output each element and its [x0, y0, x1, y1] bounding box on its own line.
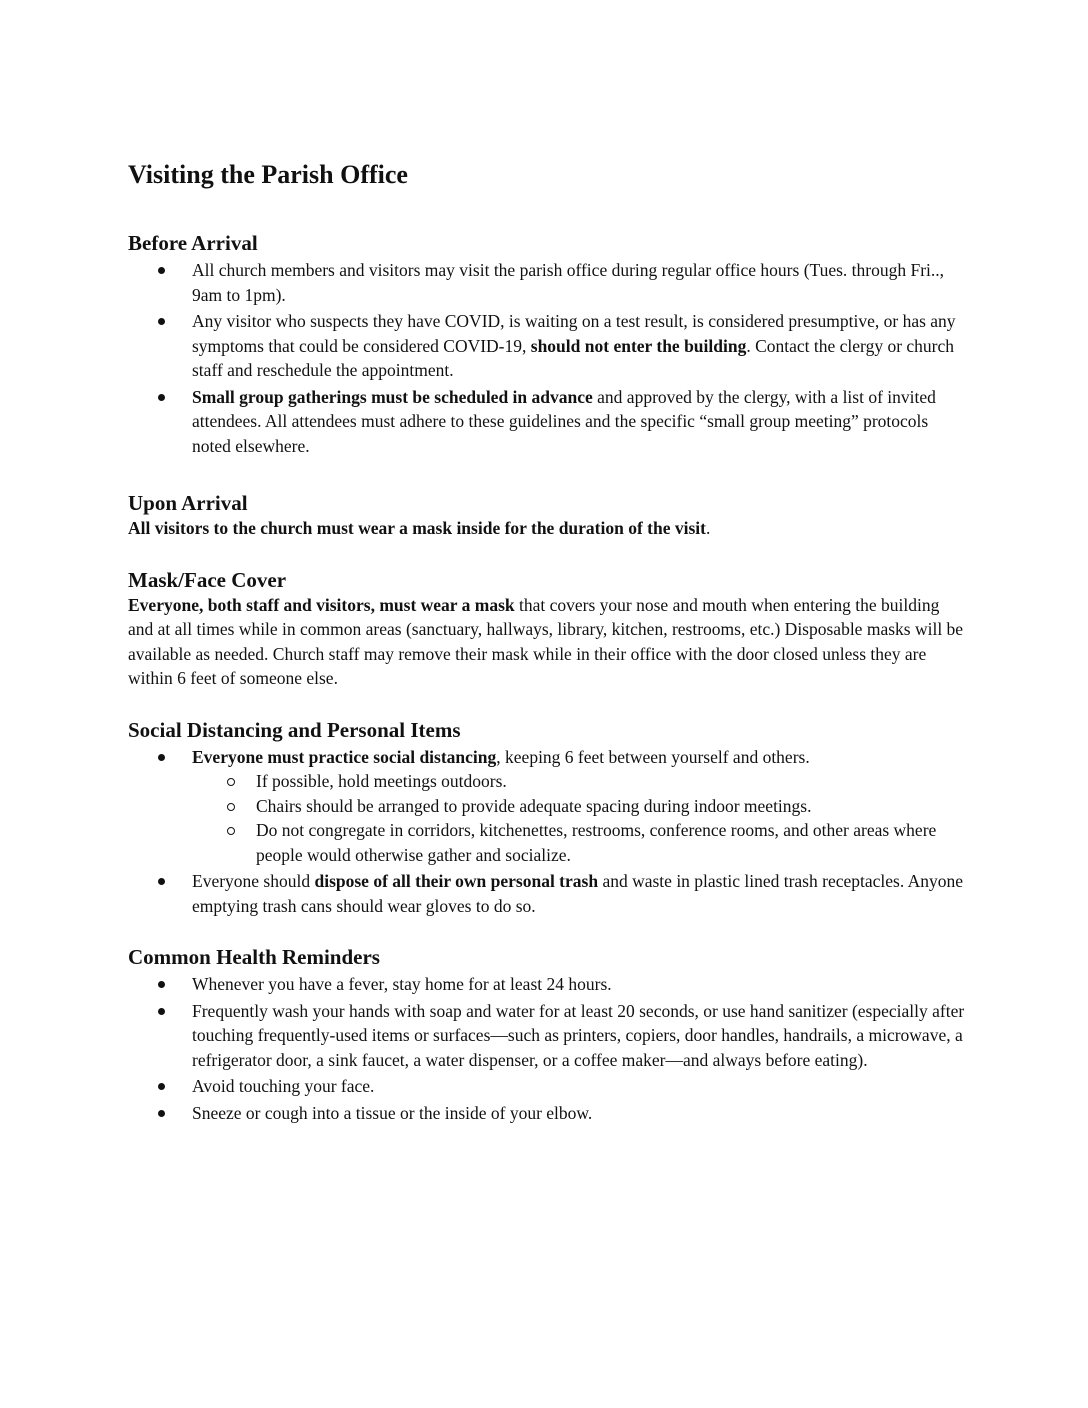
- list-item: [128, 258, 968, 307]
- emphasis-text: All visitors to the church must wear a mask inside for the duration of the visit: [128, 518, 706, 538]
- item-text: , keeping 6 feet between yourself and others.: [496, 746, 810, 767]
- list-item: [128, 1101, 968, 1126]
- hollow-bullet-icon: [227, 827, 235, 835]
- item-text: Sneeze or cough into a tissue or the inside of your elbow.: [192, 1102, 593, 1123]
- item-text: Whenever you have a fever, stay home for at least 24 hours.: [192, 974, 612, 994]
- bullet-icon: [158, 394, 165, 401]
- item-text: Chairs should be arranged to provide adequate spacing during indoor meetings.: [256, 795, 812, 816]
- sub-list-item: [192, 794, 968, 819]
- list-item: [128, 1074, 968, 1099]
- section-heading: Mask/Face Cover: [128, 567, 287, 592]
- item-text: and waste in plastic lined trash receptacles. Anyone emptying trash cans should wear gloves to do so.: [192, 871, 964, 916]
- section-common-health-reminders: [128, 944, 968, 1125]
- list-item: [128, 309, 968, 383]
- section-upon-arrival: [128, 490, 968, 541]
- paragraph: [128, 516, 968, 541]
- bullet-icon: [158, 754, 165, 761]
- bullet-list: [128, 258, 968, 458]
- list-item: [128, 999, 968, 1073]
- bullet-icon: [158, 878, 165, 885]
- bullet-list: [128, 972, 968, 1125]
- sub-list-item: [192, 769, 968, 794]
- list-item: [128, 972, 968, 997]
- section-social-distancing: [128, 717, 968, 919]
- emphasis-text: Everyone, both staff and visitors, must wear a mask: [128, 594, 515, 615]
- bullet-icon: [158, 1083, 165, 1090]
- section-before-arrival: [128, 230, 968, 458]
- bullet-icon: [158, 1008, 165, 1015]
- item-text: . Contact the clergy or church staff and reschedule the appointment.: [192, 335, 955, 380]
- item-text: and approved by the clergy, with a list of invited attendees. All attendees must adhere to these guidelines and the specific “small group meeting” protocols noted elsewhere.: [192, 386, 936, 456]
- item-text: If possible, hold meetings outdoors.: [256, 771, 507, 791]
- bullet-icon: [158, 981, 165, 988]
- list-item: [128, 745, 968, 868]
- item-text: Frequently wash your hands with soap and water for at least 20 seconds, or use hand sanitizer (especially after touching frequently-used items or surfaces—such as printers, copiers, door handles, handrails, a microwave, a refrigerator door, a sink faucet, a water dispenser, or a coffee maker—and always before eating).: [192, 1000, 965, 1070]
- emphasis-text: should not enter the building: [530, 335, 747, 356]
- paragraph: [128, 593, 968, 691]
- section-mask-face-cover: [128, 567, 968, 691]
- item-text: All church members and visitors may visit the parish office during regular office hours (Tues. through Fri.., 9am to 1pm).: [192, 260, 945, 305]
- bullet-icon: [158, 1110, 165, 1117]
- section-heading: Common Health Reminders: [128, 945, 380, 969]
- sub-list-item: [192, 818, 968, 867]
- item-text: Do not congregate in corridors, kitchenettes, restrooms, conference rooms, and other areas where people would otherwise gather and socialize.: [256, 820, 937, 865]
- list-item: [128, 385, 968, 459]
- section-heading: Upon Arrival: [128, 491, 248, 515]
- paragraph-text: that covers your nose and mouth when entering the building and at all times while in common areas (sanctuary, hallways, library, kitchen, restrooms, etc.) Disposable masks will be available as needed. Church staff may remove their mask while in their office with the door closed unless they are within 6 feet of someone else.: [128, 594, 964, 688]
- bullet-list: [128, 745, 968, 919]
- section-heading: Before Arrival: [128, 231, 258, 255]
- page-title: Visiting the Parish Office: [128, 160, 408, 189]
- item-text: Any visitor who suspects they have COVID, is waiting on a test result, is considered presumptive, or has any symptoms that could be considered COVID-19,: [192, 311, 956, 356]
- bullet-icon: [158, 318, 165, 325]
- section-heading: Social Distancing and Personal Items: [128, 717, 461, 742]
- hollow-bullet-icon: [227, 803, 235, 811]
- emphasis-text: Everyone must practice social distancing: [192, 746, 497, 767]
- sub-bullet-list: [192, 769, 968, 867]
- emphasis-text: dispose of all their own personal trash: [314, 871, 599, 891]
- emphasis-text: Small group gatherings must be scheduled in advance: [192, 386, 593, 407]
- item-text: Everyone should: [192, 871, 315, 891]
- bullet-icon: [158, 267, 165, 274]
- hollow-bullet-icon: [227, 778, 235, 786]
- paragraph-text: .: [706, 518, 711, 538]
- item-text: Avoid touching your face.: [192, 1076, 375, 1096]
- list-item: [128, 869, 968, 918]
